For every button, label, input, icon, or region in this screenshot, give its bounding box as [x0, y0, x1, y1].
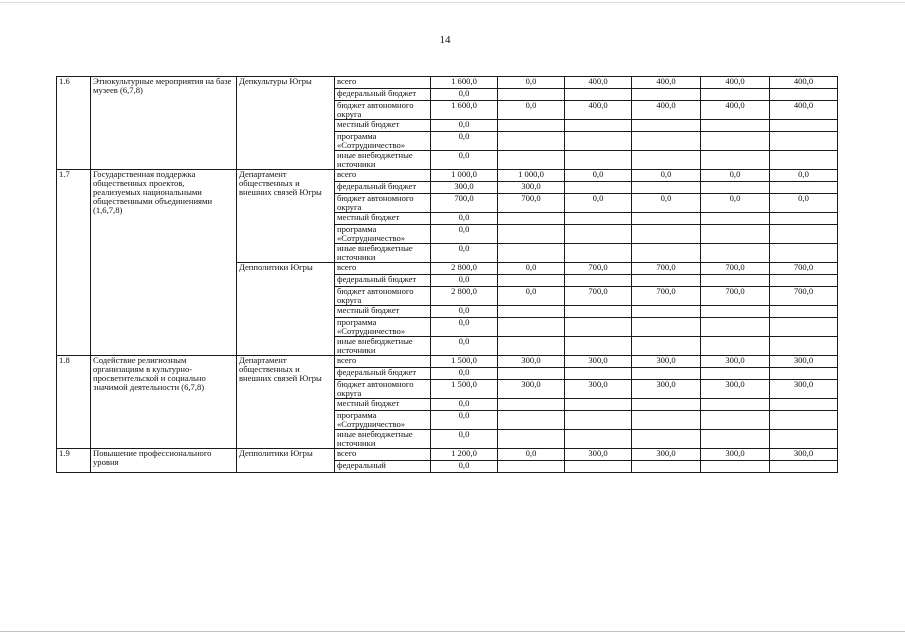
funding-source: федеральный бюджет [335, 89, 431, 101]
amount-cell: 0,0 [431, 132, 498, 151]
amount-cell [701, 411, 770, 430]
amount-cell [498, 306, 565, 318]
amount-cell: 1 500,0 [431, 380, 498, 399]
amount-cell [632, 213, 701, 225]
amount-cell [632, 120, 701, 132]
amount-cell: 1 600,0 [431, 77, 498, 89]
amount-cell: 0,0 [701, 170, 770, 182]
amount-cell [565, 461, 632, 473]
amount-cell: 0,0 [431, 120, 498, 132]
amount-cell: 0,0 [770, 170, 838, 182]
amount-cell: 400,0 [632, 101, 701, 120]
amount-cell: 0,0 [431, 244, 498, 263]
amount-cell [498, 213, 565, 225]
amount-cell: 700,0 [770, 263, 838, 275]
amount-cell [701, 337, 770, 356]
funding-source: всего [335, 449, 431, 461]
amount-cell [498, 411, 565, 430]
amount-cell: 0,0 [431, 337, 498, 356]
executor-name: Департамент общественных и внешних связей Югры [237, 170, 335, 263]
amount-cell: 400,0 [565, 101, 632, 120]
amount-cell: 400,0 [701, 77, 770, 89]
amount-cell: 700,0 [498, 194, 565, 213]
executor-name: Депкультуры Югры [237, 77, 335, 170]
amount-cell [565, 306, 632, 318]
amount-cell: 0,0 [431, 368, 498, 380]
amount-cell [565, 182, 632, 194]
amount-cell [770, 182, 838, 194]
amount-cell [770, 132, 838, 151]
amount-cell [701, 318, 770, 337]
funding-source: местный бюджет [335, 213, 431, 225]
amount-cell [498, 318, 565, 337]
amount-cell: 0,0 [632, 170, 701, 182]
amount-cell [770, 461, 838, 473]
amount-cell [498, 225, 565, 244]
amount-cell: 1 000,0 [498, 170, 565, 182]
amount-cell [632, 306, 701, 318]
amount-cell: 700,0 [632, 263, 701, 275]
amount-cell [632, 244, 701, 263]
amount-cell: 400,0 [565, 77, 632, 89]
amount-cell: 700,0 [701, 263, 770, 275]
amount-cell: 2 800,0 [431, 263, 498, 275]
section-number: 1.9 [57, 449, 91, 473]
amount-cell [701, 132, 770, 151]
amount-cell [701, 213, 770, 225]
funding-source: бюджет автономного округа [335, 101, 431, 120]
amount-cell [701, 461, 770, 473]
amount-cell [701, 225, 770, 244]
table-row [57, 170, 838, 182]
amount-cell: 0,0 [498, 263, 565, 275]
amount-cell: 400,0 [770, 101, 838, 120]
amount-cell: 300,0 [770, 380, 838, 399]
amount-cell: 0,0 [431, 275, 498, 287]
amount-cell [632, 337, 701, 356]
table-row [57, 449, 838, 461]
amount-cell [701, 151, 770, 170]
amount-cell [770, 89, 838, 101]
amount-cell [770, 213, 838, 225]
section-number: 1.7 [57, 170, 91, 356]
amount-cell [770, 399, 838, 411]
amount-cell [632, 275, 701, 287]
page-number: 14 [439, 34, 451, 46]
amount-cell: 0,0 [498, 77, 565, 89]
amount-cell: 700,0 [632, 287, 701, 306]
funding-source: программа «Сотрудничество» [335, 411, 431, 430]
amount-cell [632, 461, 701, 473]
funding-source: федеральный бюджет [335, 275, 431, 287]
amount-cell: 300,0 [498, 182, 565, 194]
funding-source: всего [335, 356, 431, 368]
amount-cell [498, 132, 565, 151]
amount-cell [701, 244, 770, 263]
amount-cell [498, 368, 565, 380]
amount-cell [632, 89, 701, 101]
funding-source: местный бюджет [335, 306, 431, 318]
amount-cell: 0,0 [431, 306, 498, 318]
funding-source: иные внебюджетные источники [335, 244, 431, 263]
amount-cell [770, 275, 838, 287]
amount-cell [701, 306, 770, 318]
amount-cell: 300,0 [770, 356, 838, 368]
amount-cell: 2 800,0 [431, 287, 498, 306]
section-number: 1.8 [57, 356, 91, 449]
amount-cell [565, 275, 632, 287]
amount-cell [565, 318, 632, 337]
amount-cell: 0,0 [770, 194, 838, 213]
amount-cell [565, 337, 632, 356]
amount-cell: 0,0 [498, 287, 565, 306]
amount-cell: 0,0 [701, 194, 770, 213]
amount-cell: 0,0 [431, 461, 498, 473]
amount-cell [632, 368, 701, 380]
amount-cell: 300,0 [498, 356, 565, 368]
amount-cell: 0,0 [431, 399, 498, 411]
amount-cell [565, 132, 632, 151]
amount-cell: 0,0 [431, 89, 498, 101]
amount-cell: 0,0 [498, 101, 565, 120]
funding-source: программа «Сотрудничество» [335, 132, 431, 151]
executor-name: Депполитики Югры [237, 449, 335, 473]
amount-cell [498, 461, 565, 473]
funding-source: иные внебюджетные источники [335, 151, 431, 170]
amount-cell: 0,0 [431, 151, 498, 170]
amount-cell: 0,0 [565, 170, 632, 182]
amount-cell: 400,0 [632, 77, 701, 89]
amount-cell: 400,0 [770, 77, 838, 89]
amount-cell: 1 500,0 [431, 356, 498, 368]
funding-source: местный бюджет [335, 120, 431, 132]
amount-cell [770, 244, 838, 263]
amount-cell: 0,0 [498, 449, 565, 461]
amount-cell [701, 89, 770, 101]
amount-cell [498, 399, 565, 411]
section-name: Содействие религиозным организациям в культурно-просветительской и социально значимой деятельности (6,7,8) [91, 356, 237, 449]
funding-source: всего [335, 170, 431, 182]
amount-cell: 300,0 [565, 356, 632, 368]
amount-cell [701, 275, 770, 287]
funding-source: федеральный бюджет [335, 368, 431, 380]
executor-name: Департамент общественных и внешних связей Югры [237, 356, 335, 449]
amount-cell [632, 132, 701, 151]
amount-cell [565, 120, 632, 132]
amount-cell: 1 200,0 [431, 449, 498, 461]
funding-source: бюджет автономного округа [335, 194, 431, 213]
amount-cell [565, 411, 632, 430]
amount-cell: 300,0 [431, 182, 498, 194]
amount-cell [632, 151, 701, 170]
funding-source: всего [335, 77, 431, 89]
scan-edge-bottom [0, 631, 905, 632]
amount-cell [498, 337, 565, 356]
executor-name: Депполитики Югры [237, 263, 335, 356]
funding-source: иные внебюджетные источники [335, 430, 431, 449]
budget-table [56, 76, 838, 473]
amount-cell [632, 318, 701, 337]
amount-cell: 300,0 [632, 380, 701, 399]
amount-cell [770, 411, 838, 430]
section-name: Этнокультурные мероприятия на базе музеев (6,7,8) [91, 77, 237, 170]
amount-cell [498, 120, 565, 132]
amount-cell: 1 000,0 [431, 170, 498, 182]
amount-cell: 700,0 [565, 263, 632, 275]
table-body [57, 77, 838, 473]
section-name: Повышение профессионального уровня [91, 449, 237, 473]
funding-source: иные внебюджетные источники [335, 337, 431, 356]
amount-cell: 1 600,0 [431, 101, 498, 120]
amount-cell: 300,0 [770, 449, 838, 461]
funding-source: всего [335, 263, 431, 275]
funding-source: местный бюджет [335, 399, 431, 411]
section-number: 1.6 [57, 77, 91, 170]
amount-cell: 300,0 [701, 380, 770, 399]
amount-cell: 700,0 [701, 287, 770, 306]
amount-cell [498, 430, 565, 449]
amount-cell [498, 275, 565, 287]
table-row [57, 77, 838, 89]
amount-cell [565, 89, 632, 101]
amount-cell: 300,0 [701, 449, 770, 461]
table-row [57, 356, 838, 368]
amount-cell [498, 244, 565, 263]
amount-cell [770, 306, 838, 318]
funding-source: бюджет автономного округа [335, 380, 431, 399]
amount-cell [770, 337, 838, 356]
amount-cell [632, 411, 701, 430]
funding-source: программа «Сотрудничество» [335, 225, 431, 244]
amount-cell: 700,0 [565, 287, 632, 306]
amount-cell [632, 430, 701, 449]
amount-cell: 0,0 [431, 225, 498, 244]
amount-cell [701, 120, 770, 132]
amount-cell [632, 225, 701, 244]
amount-cell: 0,0 [431, 318, 498, 337]
amount-cell: 700,0 [431, 194, 498, 213]
amount-cell [565, 399, 632, 411]
amount-cell [632, 182, 701, 194]
amount-cell [770, 368, 838, 380]
amount-cell [701, 368, 770, 380]
amount-cell: 0,0 [431, 430, 498, 449]
funding-source: федеральный бюджет [335, 182, 431, 194]
funding-source: бюджет автономного округа [335, 287, 431, 306]
amount-cell [498, 89, 565, 101]
amount-cell: 0,0 [565, 194, 632, 213]
amount-cell [701, 430, 770, 449]
amount-cell [770, 318, 838, 337]
amount-cell: 300,0 [565, 449, 632, 461]
amount-cell [770, 225, 838, 244]
amount-cell: 700,0 [770, 287, 838, 306]
amount-cell [565, 225, 632, 244]
amount-cell [565, 151, 632, 170]
amount-cell: 300,0 [632, 356, 701, 368]
amount-cell: 300,0 [701, 356, 770, 368]
scan-edge-top [0, 2, 905, 3]
amount-cell: 0,0 [431, 213, 498, 225]
funding-source: программа «Сотрудничество» [335, 318, 431, 337]
amount-cell: 300,0 [632, 449, 701, 461]
amount-cell [770, 120, 838, 132]
amount-cell: 400,0 [701, 101, 770, 120]
amount-cell [701, 182, 770, 194]
amount-cell [565, 430, 632, 449]
amount-cell: 300,0 [565, 380, 632, 399]
amount-cell [565, 244, 632, 263]
section-name: Государственная поддержка общественных проектов, реализуемых национальными общественными объединениями (1,6,7,8) [91, 170, 237, 356]
amount-cell [498, 151, 565, 170]
amount-cell [770, 430, 838, 449]
amount-cell [770, 151, 838, 170]
amount-cell [632, 399, 701, 411]
funding-source: федеральный [335, 461, 431, 473]
amount-cell: 0,0 [431, 411, 498, 430]
amount-cell [565, 213, 632, 225]
amount-cell [565, 368, 632, 380]
amount-cell [701, 399, 770, 411]
amount-cell: 0,0 [632, 194, 701, 213]
amount-cell: 300,0 [498, 380, 565, 399]
